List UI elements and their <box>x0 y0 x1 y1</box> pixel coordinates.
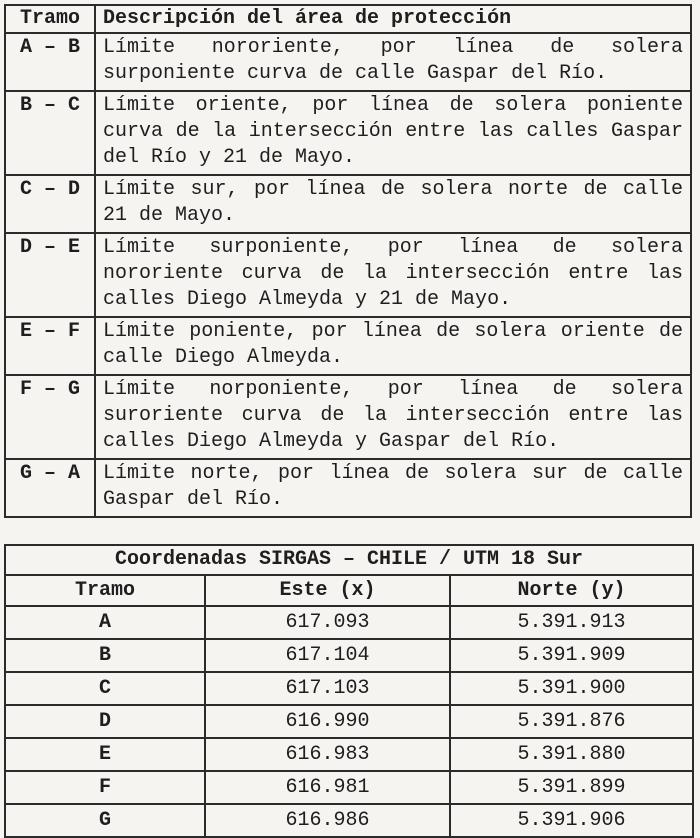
point-label: F <box>5 771 205 804</box>
tramo-description: Límite oriente, por línea de solera poniente curva de la intersección entre las calles Gaspar del Río y 21 de Mayo. <box>95 91 691 175</box>
tramo-label: F – G <box>5 375 95 459</box>
table-row <box>5 705 693 738</box>
east-coordinate: 617.103 <box>205 672 450 705</box>
coordinates-header-este: Este (x) <box>205 575 450 606</box>
table-row <box>5 91 691 175</box>
tramo-label: B – C <box>5 91 95 175</box>
coordinates-table <box>4 544 694 838</box>
north-coordinate: 5.391.899 <box>450 771 693 804</box>
table-row <box>5 459 691 517</box>
north-coordinate: 5.391.913 <box>450 606 693 639</box>
east-coordinate: 617.093 <box>205 606 450 639</box>
description-table-header-descripcion: Descripción del área de protección <box>95 5 691 33</box>
tramo-label: C – D <box>5 175 95 233</box>
coordinates-header-tramo: Tramo <box>5 575 205 606</box>
coordinates-table-title-row <box>5 545 693 575</box>
coordinates-table-title: Coordenadas SIRGAS – CHILE / UTM 18 Sur <box>5 545 693 575</box>
table-row <box>5 804 693 837</box>
table-row <box>5 233 691 317</box>
tramo-description: Límite norte, por línea de solera sur de calle Gaspar del Río. <box>95 459 691 517</box>
coordinates-table-header-row <box>5 575 693 606</box>
east-coordinate: 616.986 <box>205 804 450 837</box>
tramo-label: G – A <box>5 459 95 517</box>
description-table-header-row <box>5 5 691 33</box>
table-row <box>5 606 693 639</box>
tramo-description: Límite surponiente, por línea de solera nororiente curva de la intersección entre las calles Diego Almeyda y 21 de Mayo. <box>95 233 691 317</box>
description-table-header-tramo: Tramo <box>5 5 95 33</box>
tramo-description: Límite poniente, por línea de solera oriente de calle Diego Almeyda. <box>95 317 691 375</box>
tramo-description: Límite sur, por línea de solera norte de calle 21 de Mayo. <box>95 175 691 233</box>
tramo-label: D – E <box>5 233 95 317</box>
point-label: B <box>5 639 205 672</box>
coordinates-header-norte: Norte (y) <box>450 575 693 606</box>
table-row <box>5 375 691 459</box>
table-row <box>5 672 693 705</box>
protection-area-description-table <box>4 4 692 518</box>
table-row <box>5 738 693 771</box>
north-coordinate: 5.391.909 <box>450 639 693 672</box>
tramo-label: E – F <box>5 317 95 375</box>
east-coordinate: 616.981 <box>205 771 450 804</box>
table-row <box>5 175 691 233</box>
north-coordinate: 5.391.900 <box>450 672 693 705</box>
north-coordinate: 5.391.880 <box>450 738 693 771</box>
east-coordinate: 616.990 <box>205 705 450 738</box>
table-row <box>5 771 693 804</box>
tramo-description: Límite norponiente, por línea de solera suroriente curva de la intersección entre las calles Diego Almeyda y Gaspar del Río. <box>95 375 691 459</box>
point-label: A <box>5 606 205 639</box>
point-label: G <box>5 804 205 837</box>
tramo-label: A – B <box>5 33 95 91</box>
point-label: D <box>5 705 205 738</box>
east-coordinate: 616.983 <box>205 738 450 771</box>
table-row <box>5 639 693 672</box>
point-label: E <box>5 738 205 771</box>
table-row <box>5 33 691 91</box>
table-row <box>5 317 691 375</box>
east-coordinate: 617.104 <box>205 639 450 672</box>
north-coordinate: 5.391.876 <box>450 705 693 738</box>
north-coordinate: 5.391.906 <box>450 804 693 837</box>
tramo-description: Límite nororiente, por línea de solera surponiente curva de calle Gaspar del Río. <box>95 33 691 91</box>
point-label: C <box>5 672 205 705</box>
